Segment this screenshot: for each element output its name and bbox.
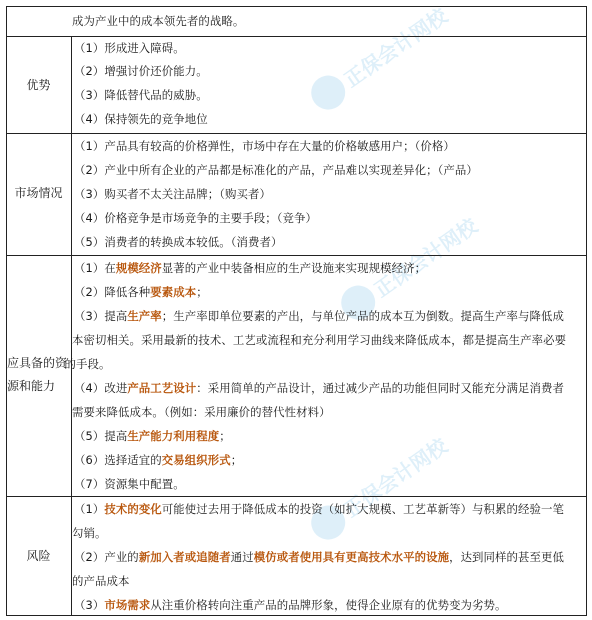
text: ； xyxy=(230,453,243,467)
market-item: （5）消费者的转换成本较低。（消费者） xyxy=(74,235,283,249)
text: （5）提高 xyxy=(74,429,128,443)
table-row-continuation: 成为产业中的成本领先者的战略。 xyxy=(72,14,245,28)
highlight-term: 产品工艺设计 xyxy=(127,381,197,395)
text: ； xyxy=(196,285,208,299)
market-item: （4）价格竞争是市场竞争的主要手段；（竞争） xyxy=(74,211,317,225)
advantage-item: （2）增强讨价还价能力。 xyxy=(74,64,208,78)
highlight-term: 要素成本 xyxy=(150,285,197,299)
row-label-resources-line1: 应具备的资 xyxy=(7,356,68,370)
resource-item xyxy=(74,425,585,447)
advantage-item: （3）降低替代品的威胁。 xyxy=(74,88,208,102)
text: ，达到同样的甚至更低 xyxy=(449,550,564,564)
highlight-term: 新加入者或追随者 xyxy=(138,550,231,564)
row-divider xyxy=(6,255,587,256)
highlight-term: 模仿或者使用具有更高技术水平的设施 xyxy=(253,550,450,564)
market-item: （2）产业中所有企业的产品都是标准化的产品，产品难以实现差异化；（产品） xyxy=(74,163,478,177)
watermark-text: 正保会计网校 xyxy=(339,433,452,522)
highlight-term: 生产率 xyxy=(127,309,162,323)
resource-item xyxy=(74,449,585,471)
resource-item xyxy=(74,305,585,327)
row-divider xyxy=(6,496,587,497)
row-label-market: 市场情况 xyxy=(14,186,63,200)
advantage-item: （4）保持领先的竞争地位 xyxy=(74,112,208,126)
risk-item xyxy=(74,594,585,616)
highlight-term: 交易组织形式 xyxy=(161,453,231,467)
watermark-text: 正保会计网校 xyxy=(339,3,452,92)
watermark-text: 正保会计网校 xyxy=(369,213,482,302)
text: ； xyxy=(219,429,231,443)
text: （1） xyxy=(74,502,105,516)
risk-item xyxy=(74,498,585,520)
text: 可能使过去用于降低成本的投资（如扩大规模、工艺革新等）与积累的经验一笔 xyxy=(161,502,564,516)
text: ：采用简单的产品设计，通过减少产品的功能但同时又能充分满足消费者 xyxy=(196,381,564,395)
highlight-term: 技术的变化 xyxy=(104,502,162,516)
text: （6）选择适宜的 xyxy=(74,453,162,467)
row-divider xyxy=(6,133,587,134)
row-label-risk: 风险 xyxy=(26,549,51,563)
market-item: （3）购买者不太关注品牌；（购买者） xyxy=(74,187,271,201)
row-label-resources-line2: 源和能力 xyxy=(7,379,56,393)
resource-item xyxy=(74,281,585,303)
resource-item: （7）资源集中配置。 xyxy=(74,477,185,491)
resource-item-continuation: 需要来降低成本。（例如：采用廉价的替代性材料） xyxy=(72,405,331,419)
highlight-term: 市场需求 xyxy=(104,598,151,612)
text: 显著的产业中装备相应的生产设施来实现规模经济； xyxy=(161,261,427,275)
text: ；生产率即单位要素的产出，与单位产品的成本互为倒数。提高生产率与降低成 xyxy=(161,309,564,323)
text: （2）降低各种 xyxy=(74,285,151,299)
highlight-term: 规模经济 xyxy=(115,261,162,275)
row-label-advantage: 优势 xyxy=(26,78,51,92)
highlight-term: 生产能力利用程度 xyxy=(127,429,220,443)
risk-item-continuation: 勾销。 xyxy=(72,526,107,540)
text: （4）改进 xyxy=(74,381,128,395)
resource-item-continuation xyxy=(7,353,518,375)
text: （3） xyxy=(74,598,105,612)
text: 从注重价格转向注重产品的品牌形象，使得企业原有的优势变为劣势。 xyxy=(150,598,507,612)
text: 通过 xyxy=(230,550,254,564)
advantage-item: （1）形成进入障碍。 xyxy=(74,41,185,55)
resource-item xyxy=(74,257,585,279)
text: （1）在 xyxy=(74,261,116,275)
risk-item-continuation: 的产品成本 xyxy=(72,574,130,588)
resource-item-continuation: 本密切相关。采用最新的技术、工艺或流程和充分利用学习曲线来降低成本，都是提高生产率必要 xyxy=(72,333,567,347)
text: 的手段。 xyxy=(64,357,111,371)
market-item: （1）产品具有较高的价格弹性，市场中存在大量的价格敏感用户；（价格） xyxy=(74,139,455,153)
text: （2）产业的 xyxy=(74,550,139,564)
risk-item xyxy=(74,546,585,568)
text: （3）提高 xyxy=(74,309,128,323)
resource-item xyxy=(74,377,585,399)
